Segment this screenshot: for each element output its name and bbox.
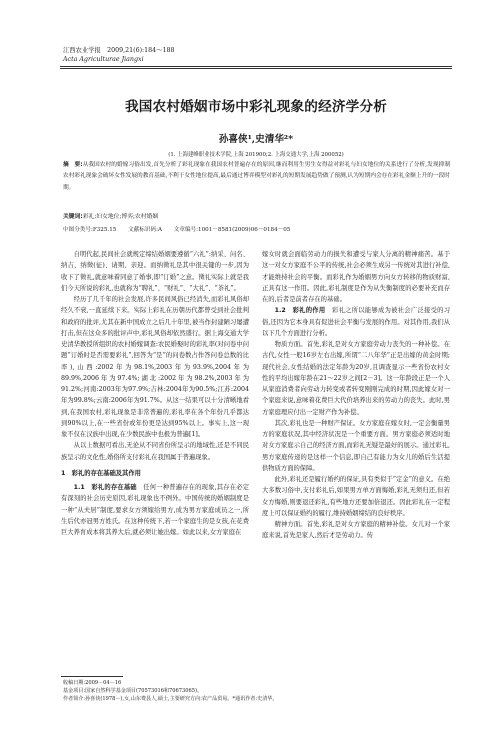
affiliations: (1. 上海建峰职业技术学院,上海 201900;2. 上海交通大学,上海 200052) — [168, 152, 344, 158]
column-left — [61, 249, 249, 538]
running-head — [63, 46, 175, 64]
clc-number: 中图分类号:F325.15 — [63, 227, 117, 233]
paragraph: 经历了几千年的社会发展,许多民间风俗已经消失,而彩礼风俗却经久不衰,一直延续下来。实际上彩礼在历朝历代都曾受到社会批判和政府的批评,尤其在新中国成立之后几十年里,被当作封建陋习屡遭打击,但在这众多的批评声中,彩礼风俗却依然盛行。据上海交通大学史清华教授所组织的农村婚嫁调查:农民婚娶时的彩礼率(对问卷中问题“订婚时是否需要彩礼”,回答为“是”的问卷数占作答问卷总数的比率),山西:2002年为98.1%,2003年为93.9%,2004年为89.9%,2006年为97.4%;湖北:2002年为98.2%,2003年为91.2%;河南:2003年为97.9%;吉林:2004年为90.5%;江苏:2004年为99.8%;云南:2006年为91.7%。从这一结果可以十分清晰地看到,在我国农村,彩礼现象是非常普遍的,彩礼率在各个年份几乎都达到90%以上,在一些省份或年份更是达到95%以上。事实上,这一现象不仅在汉族中出现,在少数民族中也极为普遍[1]。 — [61, 296, 249, 438]
abstract-label: 摘 要: — [63, 162, 83, 168]
paragraph: 自明代起,民间社会就规定缔结婚姻要遵循“六礼”:纳采、问名、纳吉、纳徵(征)、请期、亲迎。而纳徵礼是其中很关键的一步,因为收下了徵礼,就意味着同意了婚事,即“订婚”之意。徵礼实际上就是我们今天所说的彩礼,也就称为“聘礼”、“财礼”、“大礼”、“茶礼”。 — [61, 251, 249, 292]
section-1-1-heading: 1.1 彩礼的存在基础 — [73, 484, 137, 491]
paragraph: 嫁女时就会面临劳动力的损失和遭受与家人分离的精神痛苦。基于这一对女方家庭不公平的传统,社会必须生成另一传统对其进行补偿,才能维持社会的平衡。而彩礼作为婚姻男方向女方转移的物质财富,正具有这一作用。因此,彩礼制度是作为从失衡制度的必要补充而存在的,后者是前者存在的基础。 — [262, 251, 450, 303]
authors: 孙喜侠¹,史清华²* — [218, 134, 294, 145]
footnote-rule — [61, 676, 123, 677]
keywords-text: 彩礼;妇女地位;博弈;农村婚姻 — [82, 214, 159, 220]
section-1-2-paragraph — [262, 305, 450, 339]
footnotes — [63, 679, 278, 704]
keywords-label: 关键词: — [63, 214, 83, 220]
header-rule-bottom — [60, 68, 452, 69]
fund-info: 基金项目:国家自然科学基金项目(70573016和70673065)。 — [63, 688, 203, 695]
column-right — [262, 249, 450, 542]
abstract — [63, 160, 450, 194]
abstract-text: 从我国农村的婚嫁习俗出发,首先分析了彩礼现象在我国农村普遍存在的原因,继而利用生男生女得益对彩礼与妇女地位的关系进行了分析,发现抑制农村彩礼现象会破坏女性发展的教育基础,不利于女性地位提高,最后通过博弈模型对彩礼的短期发展趋势做了预测,认为短期内会存在彩礼金额上升的一段时期。 — [63, 162, 451, 191]
section-1-2-heading: 1.2 彩礼的作用 — [274, 307, 326, 315]
author-bio: 作者简介:孙喜侠(1978－),女,山东费县人,硕士,主要研究方向:农产品贸易。*通讯作者:史清华。 — [63, 696, 278, 703]
classification — [63, 225, 299, 233]
article-number: 文章编号:1001－8581(2009)06－0184－05 — [173, 227, 291, 233]
paragraph: 物质方面。首先,彩礼是对女方家庭劳动力丧失的一种补偿。在古代,女性一般16岁左右出嫁,所谓“二八年华”正是出嫁的黄金时期;现代社会,女性结婚的法定年龄为20岁,且调查显示一些省份农村女性的平均出嫁年龄在21～22岁之间[2－3]。这一年龄段正是一个人从家庭消费者向劳动力转变或者转变刚刚完成的时期,因此嫁女对一个家庭来说,意味着花费巨大代价培养出来的劳动力的丧失。此时,男方家庭理应付出一定财产作为补偿。 — [262, 341, 450, 416]
section-1-2-text: 彩礼之所以能够成为被社会广泛接受的习俗,还因为它本身具有促进社会平衡与发展的作用。对其作用,我们从以下几个方面进行分析。 — [262, 307, 451, 337]
section-1-1-paragraph — [61, 482, 249, 538]
paragraph: 其次,彩礼也是一种财产保证。女方家庭在嫁女时,一定会衡量男方的家庭状况,其中经济状况是一个重要方面。男方家庭必须适时地对女方家庭示自己的经济方面,而彩礼无疑是最好的展示。通过彩礼,男方家庭传递的是这样一个信息,即自己有能力为女儿的婚后生活提供物质方面的保障。 — [262, 419, 450, 472]
paragraph: 从以上数据可看出,无论从不同省份所呈示的地域性,还是不同民族呈示的文化性,婚俗所支付彩礼在我国属于普遍现象。 — [61, 442, 249, 461]
journal-en: Acta Agriculturae Jiangxi — [63, 56, 144, 63]
doc-code: 文献标识码:A — [128, 227, 162, 233]
header-rule-top — [60, 66, 452, 67]
keywords — [63, 211, 158, 220]
paper-title: 我国农村婚姻市场中彩礼现象的经济学分析 — [124, 99, 388, 115]
received-date: 收稿日期:2009－04－16 — [63, 680, 122, 686]
paragraph: 精神方面。首先,彩礼是对女方家庭的精神补偿。女儿对一个家庭来说,首先是家人,然后才是劳动力。传 — [262, 521, 450, 540]
section-1-heading: 1 彩礼的存在基础及其作用 — [61, 469, 141, 477]
section-1-1-text: 任何一种普遍存在的现象,其存在必定有深刻的社会历史原因,彩礼现象也不例外。中国传统的婚姻制度是一种“从夫居”制度,要求女方须嫁给男方,成为男方家庭成员之一,所生后代亦冠男方姓氏。在这种传统下,若一个家庭生的是女孩,在花费巨大养育成本将其养大后,就必须让她出嫁。如此以来,女方家庭在 — [61, 484, 249, 536]
paragraph: 此外,彩礼还是履行婚约的保证,具有类似于“定金”的意义。在绝大多数习俗中,支付彩礼后,如果男方单方面悔婚,彩礼无须归还,但若女方悔婚,则要退还彩礼,有些地方还要加倍退还。因此彩礼在一定程度上可以保证婚约的履行,维持婚姻缔结的良好秩序。 — [262, 476, 450, 517]
journal-cn: 江西农业学报 2009,21(6):184～188 — [63, 47, 175, 54]
